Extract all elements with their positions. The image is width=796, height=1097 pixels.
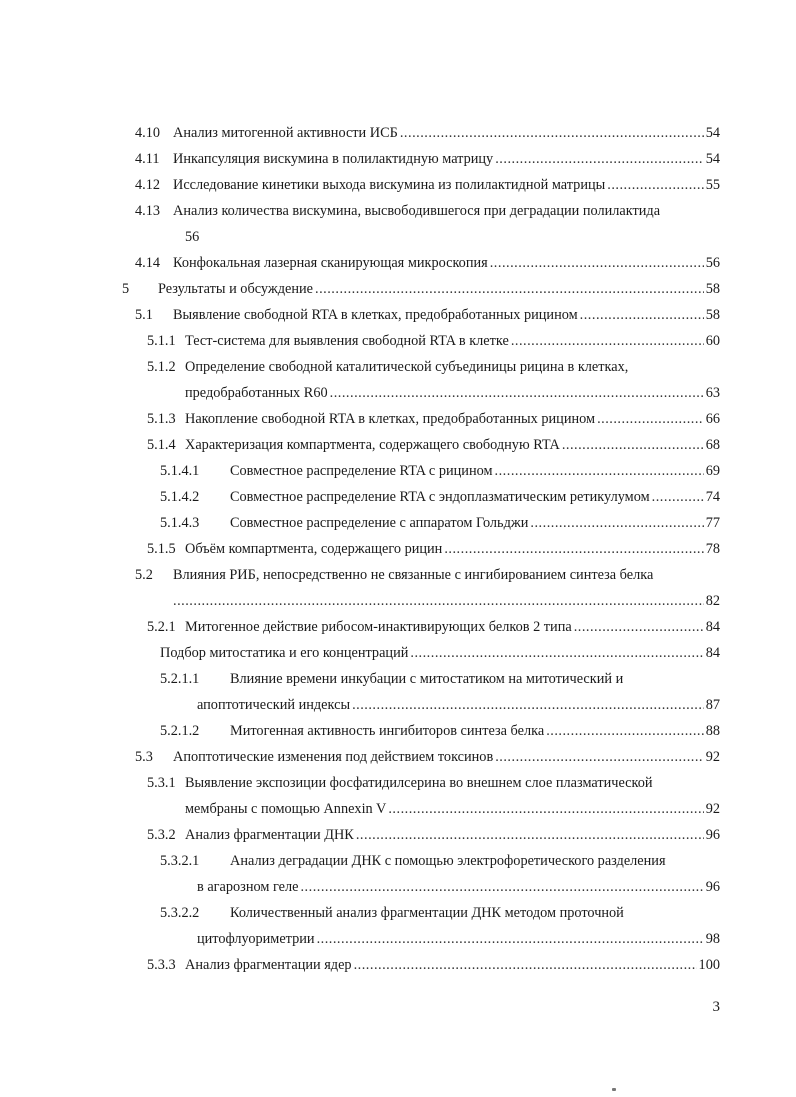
toc-leader-dots <box>580 303 704 327</box>
toc-entry-page: 55 <box>705 177 720 193</box>
toc-entry-number: 5.1.4.2 <box>160 489 200 505</box>
toc-leader-dots <box>511 329 704 353</box>
toc-leader-dots <box>410 641 703 665</box>
page-number: 3 <box>712 999 720 1015</box>
toc-entry <box>147 537 720 561</box>
toc-entry-number: 5.1.4.3 <box>160 515 200 531</box>
toc-entry <box>147 355 720 379</box>
toc-entry <box>135 199 720 223</box>
toc-leader-dots <box>574 615 704 639</box>
toc-entry-number: 5.3.2.2 <box>160 905 200 921</box>
toc-entry-page: 74 <box>705 489 720 505</box>
toc-leader-dots <box>495 745 704 769</box>
toc-entry-number: 5.2.1 <box>147 619 176 635</box>
toc-leader-dots <box>400 121 704 145</box>
toc-entry-number: 5.2.1.1 <box>160 671 200 687</box>
toc-entry-title: Выявление экспозиции фосфатидилсерина во внешнем слое плазматической <box>185 775 653 791</box>
toc-entry <box>135 745 720 769</box>
toc-leader-dots <box>607 173 703 197</box>
toc-entry-number: 5.1.4.1 <box>160 463 200 479</box>
toc-entry-title: Выявление свободной RTA в клетках, предобработанных рицином <box>173 307 578 323</box>
toc-entry-title: мембраны с помощью Annexin V <box>185 801 387 817</box>
toc-entry <box>135 251 720 275</box>
scan-speck <box>612 1088 616 1091</box>
toc-entry-title: Конфокальная лазерная сканирующая микроскопия <box>173 255 488 271</box>
toc-entry-number: 5.3.1 <box>147 775 176 791</box>
toc-entry <box>160 641 720 665</box>
toc-entry <box>160 511 720 535</box>
toc-entry-title: Анализ фрагментации ядер <box>185 957 352 973</box>
toc-entry-page: 98 <box>705 931 720 947</box>
toc-entry-title: Совместное распределение RTA с эндоплазматическим ретикулумом <box>230 489 650 505</box>
toc-entry-title: Исследование кинетики выхода вискумина из полилактидной матрицы <box>173 177 606 193</box>
toc-entry-page: 56 <box>705 255 720 271</box>
toc-entry-title: Количественный анализ фрагментации ДНК методом проточной <box>230 905 624 921</box>
toc-entry-page: 69 <box>705 463 720 479</box>
toc-entry-title: Апоптотические изменения под действием токсинов <box>173 749 494 765</box>
toc-entry <box>147 615 720 639</box>
toc-leader-dots <box>354 953 697 977</box>
toc-leader-dots <box>330 381 704 405</box>
toc-entry-page: 84 <box>705 645 720 661</box>
toc-entry-page: 60 <box>705 333 720 349</box>
toc-entry-title: Анализ митогенной активности ИСБ <box>173 125 398 141</box>
toc-entry-number: 5.2 <box>135 567 153 583</box>
toc-leader-dots <box>356 823 704 847</box>
toc-entry-title: Результаты и обсуждение <box>158 281 313 297</box>
toc-entry-title: Совместное распределение RTA с рицином <box>230 463 493 479</box>
toc-entry-title: Анализ фрагментации ДНК <box>185 827 354 843</box>
toc-entry-page: 92 <box>705 801 720 817</box>
toc-entry-title: Определение свободной каталитической субъединицы рицина в клетках, <box>185 359 629 375</box>
toc-leader-dots <box>352 693 704 717</box>
toc-entry-page: 100 <box>698 957 720 973</box>
toc-entry <box>135 303 720 327</box>
toc-entry-page: 54 <box>705 125 720 141</box>
toc-entry-page: 88 <box>705 723 720 739</box>
toc-entry <box>135 563 720 587</box>
toc-leader-dots <box>495 459 704 483</box>
toc-entry-title: Совместное распределение с аппаратом Гольджи <box>230 515 529 531</box>
toc-entry-continuation <box>185 381 720 405</box>
toc-entry <box>160 901 720 925</box>
toc-entry-page: 84 <box>705 619 720 635</box>
toc-entry-number: 5.1.2 <box>147 359 176 375</box>
toc-entry-number: 4.11 <box>135 151 160 167</box>
toc-entry-number: 5.1.3 <box>147 411 176 427</box>
toc-entry-number: 5.1 <box>135 307 153 323</box>
toc-leader-dots <box>562 433 704 457</box>
toc-entry <box>135 121 720 145</box>
toc-entry <box>147 329 720 353</box>
toc-entry-title: цитофлуориметрии <box>197 931 315 947</box>
toc-entry-number: 4.13 <box>135 203 161 219</box>
toc-entry-continuation <box>185 225 720 249</box>
toc-entry-page: 87 <box>705 697 720 713</box>
toc-entry-title: Характеризация компартмента, содержащего свободную RTA <box>185 437 560 453</box>
toc-entry-continuation <box>197 693 720 717</box>
toc-entry <box>135 173 720 197</box>
toc-entry <box>160 459 720 483</box>
toc-entry-title: апоптотический индексы <box>197 697 351 713</box>
toc-entry-title: в агарозном геле <box>197 879 299 895</box>
toc-entry <box>160 485 720 509</box>
toc-entry-page: 58 <box>705 307 720 323</box>
toc-leader-dots <box>173 589 704 613</box>
toc-entry-number: 4.12 <box>135 177 161 193</box>
toc-entry-page: 68 <box>705 437 720 453</box>
toc-entry-title: Митогенная активность ингибиторов синтеза белка <box>230 723 545 739</box>
toc-entry-page: 54 <box>705 151 720 167</box>
toc-entry-number: 4.10 <box>135 125 161 141</box>
toc-entry-title: Тест-система для выявления свободной RTA в клетке <box>185 333 509 349</box>
toc-entry-page: 63 <box>705 385 720 401</box>
toc-leader-dots <box>388 797 703 821</box>
toc-leader-dots <box>530 511 703 535</box>
toc-entry-title: Инкапсуляция вискумина в полилактидную матрицу <box>173 151 494 167</box>
toc-entry-page: 96 <box>705 879 720 895</box>
toc-entry-continuation <box>173 589 720 613</box>
toc-entry-number: 5.3 <box>135 749 153 765</box>
toc-entry-page: 78 <box>705 541 720 557</box>
toc-leader-dots <box>315 277 704 301</box>
toc-entry-title: Накопление свободной RTA в клетках, предобработанных рицином <box>185 411 596 427</box>
toc-entry-title: Митогенное действие рибосом-инактивирующих белков 2 типа <box>185 619 572 635</box>
toc-entry <box>147 407 720 431</box>
toc-leader-dots <box>597 407 704 431</box>
toc-entry <box>147 953 720 977</box>
toc-entry-number: 5.3.2 <box>147 827 176 843</box>
toc-entry <box>160 719 720 743</box>
toc-entry-page: 58 <box>705 281 720 297</box>
toc-entry-title: 56 <box>185 229 200 245</box>
toc-entry-title: Влияние времени инкубации с митостатиком на митотический и <box>230 671 624 687</box>
toc-entry-page: 92 <box>705 749 720 765</box>
toc-entry-number: 5.3.2.1 <box>160 853 200 869</box>
toc-entry <box>147 771 720 795</box>
toc-entry-page: 66 <box>705 411 720 427</box>
toc-entry-page: 96 <box>705 827 720 843</box>
toc-entry <box>122 277 720 301</box>
toc-leader-dots <box>444 537 703 561</box>
toc-entry-title: Анализ количества вискумина, высвободившегося при деградации полилактида <box>173 203 661 219</box>
toc-entry-page: 77 <box>705 515 720 531</box>
toc-entry-number: 5 <box>122 281 130 297</box>
toc-entry-title: Влияния РИБ, непосредственно не связанные с ингибированием синтеза белка <box>173 567 654 583</box>
toc-entry-title: Анализ деградации ДНК с помощью электрофоретического разделения <box>230 853 666 869</box>
toc-entry-title: Объём компартмента, содержащего рицин <box>185 541 443 557</box>
toc-entry <box>160 667 720 691</box>
toc-leader-dots <box>317 927 704 951</box>
toc-leader-dots <box>546 719 704 743</box>
toc-entry <box>160 849 720 873</box>
toc-entry-number: 5.1.1 <box>147 333 176 349</box>
toc-entry-number: 5.3.3 <box>147 957 176 973</box>
toc-entry-number: 5.2.1.2 <box>160 723 200 739</box>
toc-entry-title: Подбор митостатика и его концентраций <box>160 645 409 661</box>
toc-entry-title: предобработанных R60 <box>185 385 328 401</box>
toc-entry-number: 5.1.4 <box>147 437 176 453</box>
toc-leader-dots <box>300 875 703 899</box>
toc-entry-number: 4.14 <box>135 255 161 271</box>
toc-leader-dots <box>490 251 704 275</box>
toc-entry-continuation <box>197 927 720 951</box>
toc-entry-number: 5.1.5 <box>147 541 176 557</box>
toc-leader-dots <box>652 485 704 509</box>
toc-entry <box>147 823 720 847</box>
toc-entry-continuation <box>197 875 720 899</box>
toc-entry-continuation <box>185 797 720 821</box>
toc-entry-page: 82 <box>705 593 720 609</box>
toc-entry <box>135 147 720 171</box>
toc-leader-dots <box>495 147 703 171</box>
toc-entry <box>147 433 720 457</box>
